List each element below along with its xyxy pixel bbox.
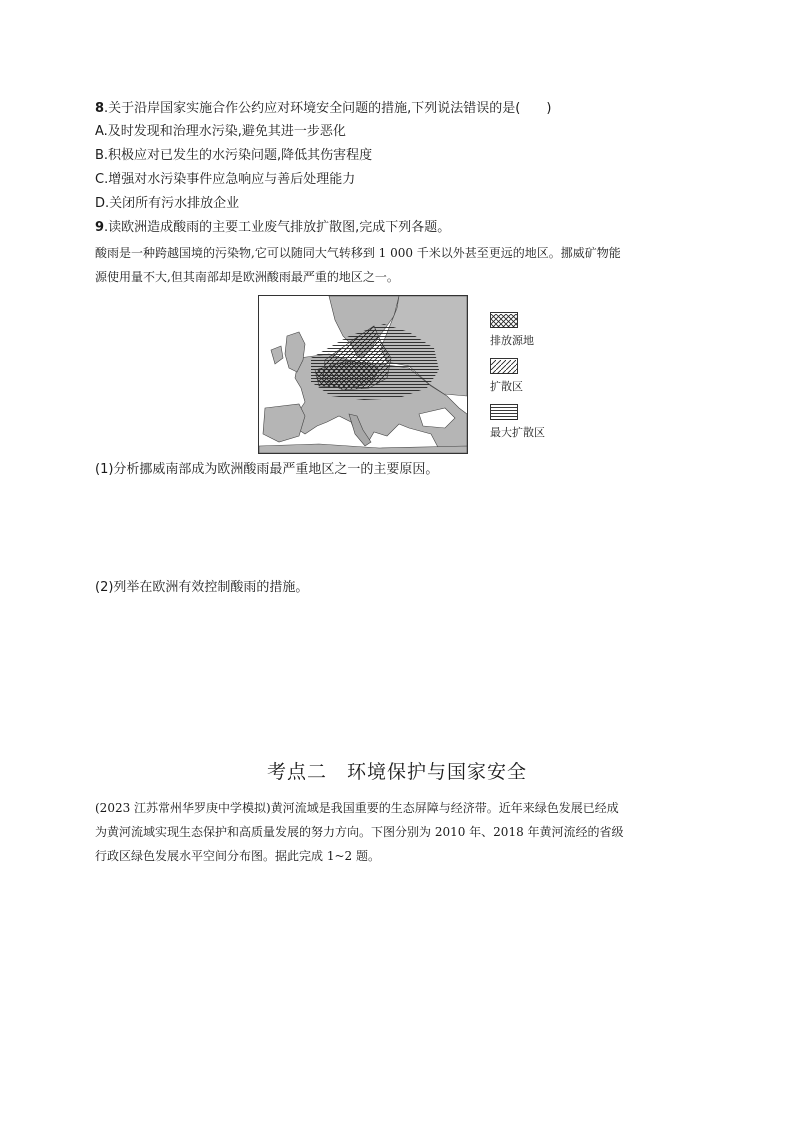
legend-label-diffusion: 扩散区 — [490, 380, 523, 393]
diagonal-hatch-swatch-icon — [490, 358, 518, 374]
question-9-material-line-1: 酸雨是一种跨越国境的污染物,它可以随同大气转移到 1 000 千米以外甚至更远的地区。挪威矿物能 — [95, 246, 621, 260]
question-9-text: .读欧洲造成酸雨的主要工业废气排放扩散图,完成下列各题。 — [104, 220, 451, 235]
legend-item-source — [490, 312, 560, 348]
question-9-material-line-2: 源使用量不大,但其南部却是欧洲酸雨最严重的地区之一。 — [95, 270, 399, 284]
section-intro-line-1: (2023 江苏常州华罗庚中学模拟)黄河流域是我国重要的生态屏障与经济带。近年来绿色发展已经成 — [95, 801, 619, 815]
question-8-option-d: D.关闭所有污水排放企业 — [95, 196, 240, 211]
crosshatch-swatch-icon — [490, 312, 518, 328]
europe-map-drawing — [259, 296, 467, 453]
question-8-stem — [95, 100, 551, 118]
question-8-option-a: A.及时发现和治理水污染,避免其进一步恶化 — [95, 124, 346, 139]
legend-label-max-diffusion: 最大扩散区 — [490, 426, 545, 439]
section-intro-line-2: 为黄河流域实现生态保护和高质量发展的努力方向。下图分别为 2010 年、2018 年黄河流经的省级 — [95, 825, 624, 839]
legend-label-source: 排放源地 — [490, 334, 534, 347]
question-9-number: 9 — [95, 220, 105, 235]
question-8-text: .关于沿岸国家实施合作公约应对环境安全问题的措施,下列说法错误的是( ) — [104, 101, 552, 116]
europe-acid-rain-map — [258, 295, 468, 454]
horizontal-hatch-swatch-icon — [490, 404, 518, 420]
section-heading: 考点二 环境保护与国家安全 — [266, 761, 527, 783]
question-9-stem — [95, 219, 450, 237]
question-8-number: 8 — [95, 101, 105, 116]
question-9-sub-1: (1)分析挪威南部成为欧洲酸雨最严重地区之一的主要原因。 — [95, 462, 439, 477]
legend-item-diffusion — [490, 358, 560, 394]
section-intro-line-3: 行政区绿色发展水平空间分布图。据此完成 1~2 题。 — [95, 849, 380, 863]
question-9-sub-2: (2)列举在欧洲有效控制酸雨的措施。 — [95, 580, 309, 595]
question-8-option-b: B.积极应对已发生的水污染问题,降低其伤害程度 — [95, 148, 373, 163]
iberia-land — [263, 404, 305, 442]
question-8-option-c: C.增强对水污染事件应急响应与善后处理能力 — [95, 172, 356, 187]
legend-item-max-diffusion — [490, 404, 560, 440]
